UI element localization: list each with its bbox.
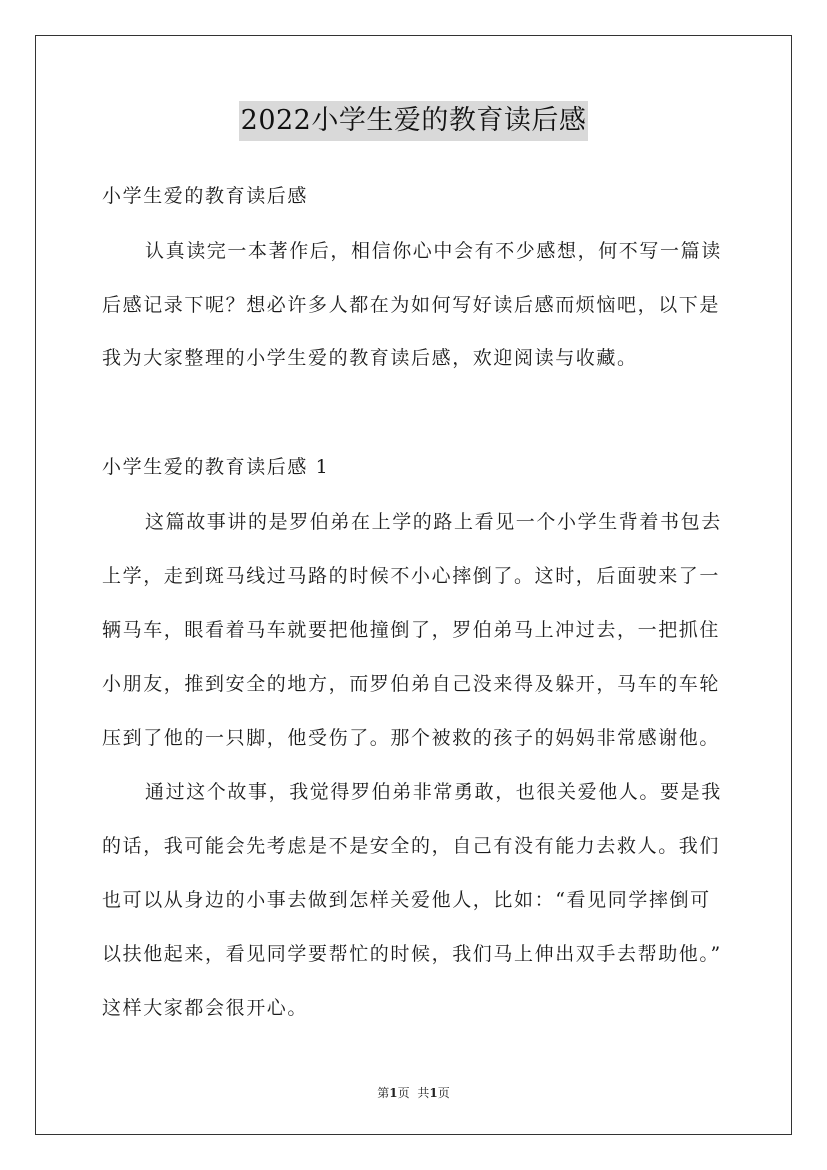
para2-line-1: 通过这个故事，我觉得罗伯弟非常勇敢，也很关爱他人。要是我 [145,781,722,803]
footer-page-number: 1 [389,1086,398,1100]
para2-line-3: 也可以从身边的小事去做到怎样关爱他人，比如：“看见同学摔倒可 [102,889,711,911]
para1-line-1: 这篇故事讲的是罗伯弟在上学的路上看见一个小学生背着书包去 [145,511,722,533]
title-container [0,101,827,141]
para1-line-2: 上学，走到斑马线过马路的时候不小心摔倒了。这时，后面驶来了一 [102,565,721,587]
footer-total-prefix: 共 [417,1086,430,1100]
footer-total-number: 1 [429,1086,438,1100]
para1-line-3: 辆马车，眼看着马车就要把他撞倒了，罗伯弟马上冲过去，一把抓住 [102,619,721,641]
footer-total-suffix: 页 [437,1086,450,1100]
intro-line-2: 后感记录下呢？想必许多人都在为如何写好读后感而烦恼吧，以下是 [102,294,721,316]
section-heading: 小学生爱的教育读后感 1 [102,456,330,478]
intro-line-3: 我为大家整理的小学生爱的教育读后感，欢迎阅读与收藏。 [102,347,638,369]
subtitle: 小学生爱的教育读后感 [102,185,309,207]
intro-line-1: 认真读完一本著作后，相信你心中会有不少感想，何不写一篇读 [145,240,722,262]
document-title: 2022小学生爱的教育读后感 [239,101,589,141]
para1-line-5: 压到了他的一只脚，他受伤了。那个被救的孩子的妈妈非常感谢他。 [102,727,721,749]
para1-line-4: 小朋友，推到安全的地方，而罗伯弟自己没来得及躲开，马车的车轮 [102,673,721,695]
para2-line-4: 以扶他起来，看见同学要帮忙的时候，我们马上伸出双手去帮助他。” [102,943,722,965]
para2-line-2: 的话，我可能会先考虑是不是安全的，自己有没有能力去救人。我们 [102,835,721,857]
footer-page-prefix: 第 [377,1086,390,1100]
footer-page-suffix: 页 [397,1086,410,1100]
page-footer [0,1084,827,1101]
para2-line-5: 这样大家都会很开心。 [102,997,309,1019]
